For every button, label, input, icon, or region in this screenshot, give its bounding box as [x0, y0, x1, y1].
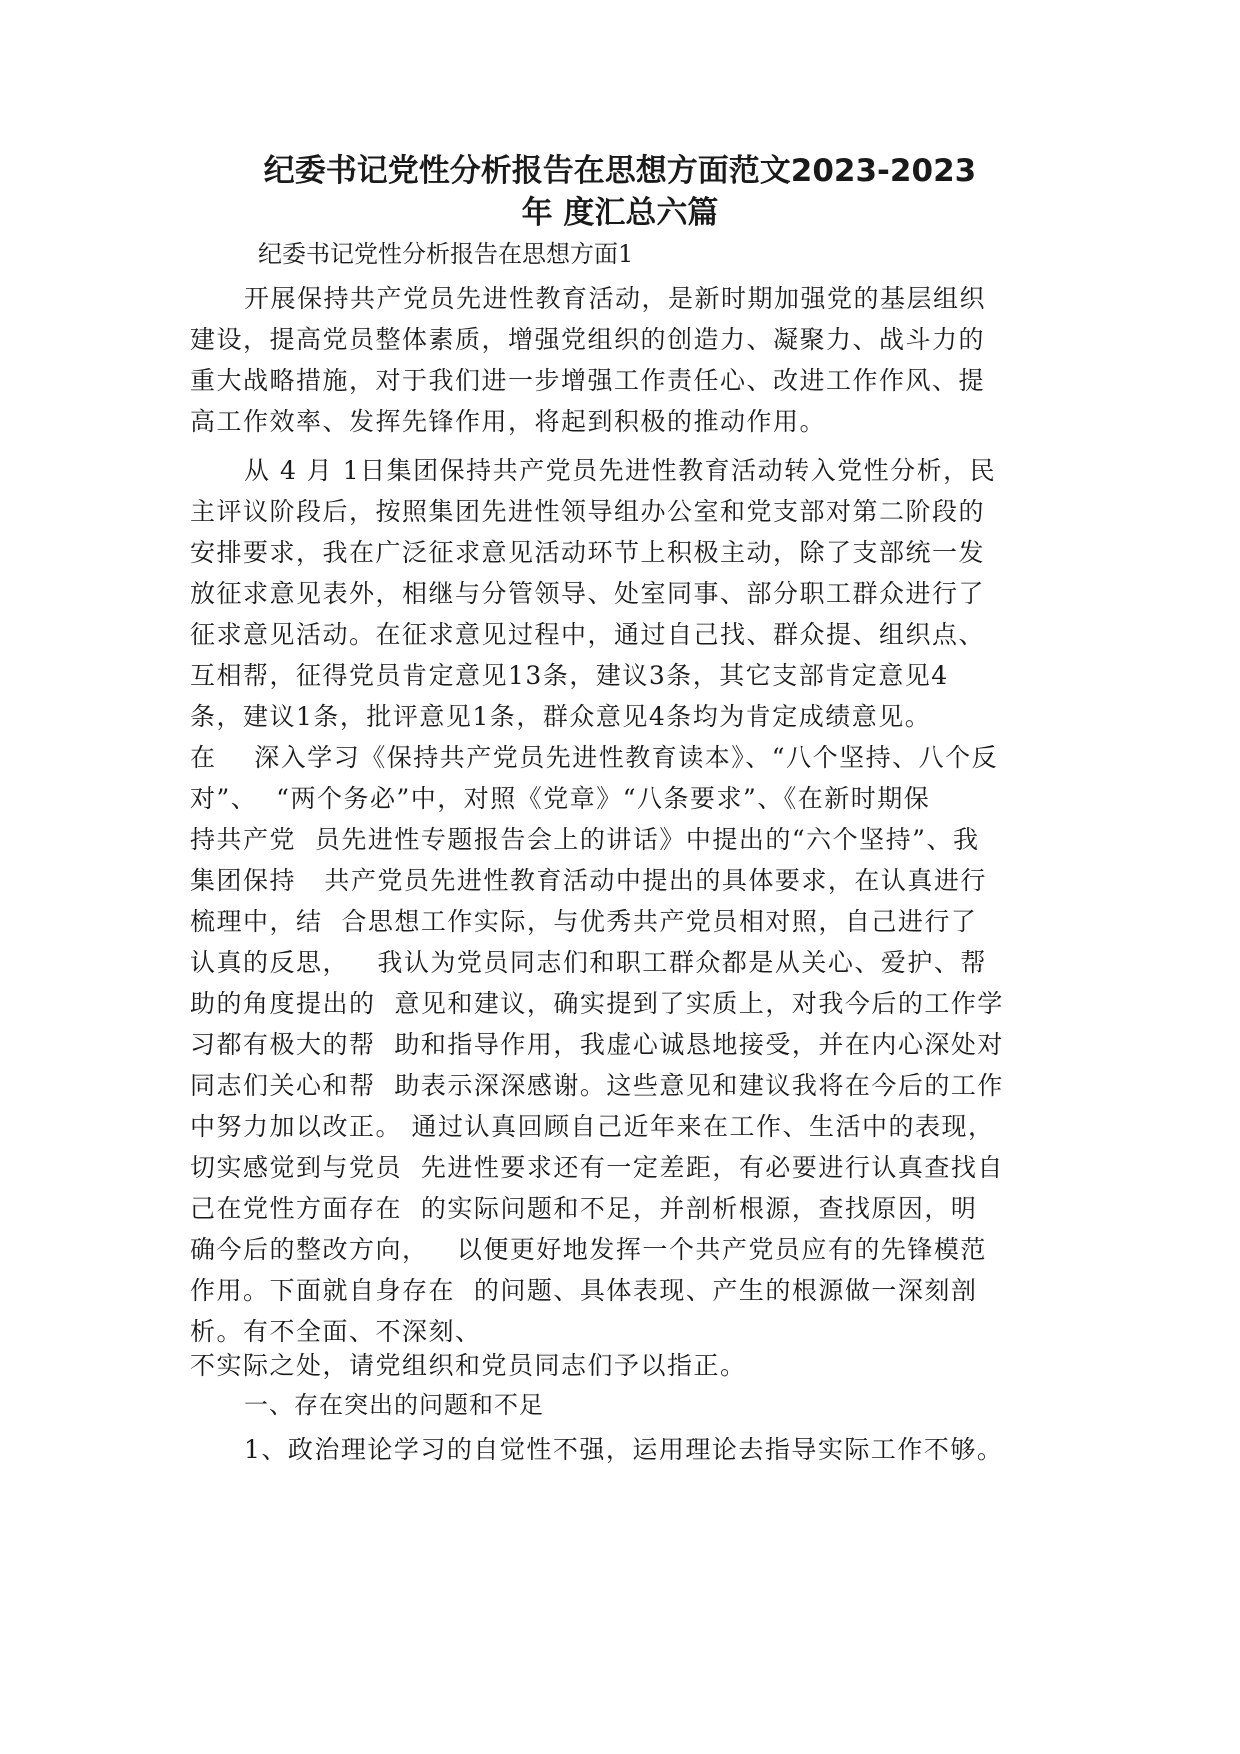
paragraph-1: [190, 278, 1070, 442]
paragraph-line: 从 4 月 1日集团保持共产党员先进性教育活动转入党性分析，民: [244, 456, 997, 485]
paragraph-line: 放征求意见表外，相继与分管领导、处室同事、部分职工群众进行了: [190, 579, 986, 608]
paragraph-line: 安排要求，我在广泛征求意见活动环节上积极主动，除了支部统一发: [190, 538, 986, 567]
paragraph-line: 对”、 “两个务必”中，对照《党章》“八条要求”、《在新时期保: [190, 784, 931, 813]
document-title: [190, 150, 1050, 234]
paragraph-line: 主评议阶段后，按照集团先进性领导组办公室和党支部对第二阶段的: [190, 497, 986, 526]
paragraph-line: 在 深入学习《保持共产党员先进性教育读本》、“八个坚持、八个反: [190, 743, 999, 772]
document-subtitle: 纪委书记党性分析报告在思想方面1: [258, 240, 634, 268]
paragraph-line: 重大战略措施，对于我们进一步增强工作责任心、改进工作作风、提: [190, 366, 986, 395]
title-line-1: 纪委书记党性分析报告在思想方面范文2023-2023: [263, 153, 977, 189]
paragraph-line: 集团保持 共产党员先进性教育活动中提出的具体要求，在认真进行: [190, 866, 987, 895]
paragraph-line: 互相帮，征得党员肯定意见13条，建议3条，其它支部肯定意见4: [190, 661, 949, 690]
list-item: 1、政治理论学习的自觉性不强，运用理论去指导实际工作不够。: [244, 1435, 1004, 1464]
paragraph-line: 建设，提高党员整体素质，增强党组织的创造力、凝聚力、战斗力的: [190, 325, 986, 354]
paragraph-line: 习都有极大的帮 助和指导作用，我虚心诚恳地接受，并在内心深处对: [190, 1030, 1004, 1059]
paragraph-line: 析。有不全面、不深刻、: [190, 1317, 482, 1346]
paragraph-3: [190, 1345, 1070, 1386]
paragraph-line: 持共产党 员先进性专题报告会上的讲话》中提出的“六个坚持”、我: [190, 825, 980, 854]
paragraph-line: 作用。下面就自身存在 的问题、具体表现、产生的根源做一深刻剖: [190, 1276, 978, 1305]
paragraph-line: 同志们关心和帮 助表示深深感谢。这些意见和建议我将在今后的工作: [190, 1071, 1004, 1100]
paragraph-line: 中努力加以改正。 通过认真回顾自己近年来在工作、生活中的表现，: [190, 1112, 995, 1141]
paragraph-2: [190, 450, 1070, 1352]
paragraph-line: 征求意见活动。在征求意见过程中，通过自己找、群众提、组织点、: [190, 620, 986, 649]
paragraph-line: 切实感觉到与党员 先进性要求还有一定差距，有必要进行认真查找自: [190, 1153, 1004, 1182]
paragraph-line: 开展保持共产党员先进性教育活动，是新时期加强党的基层组织: [244, 284, 987, 313]
paragraph-line: 条，建议1条，批评意见1条，群众意见4条均为肯定成绩意见。: [190, 702, 932, 731]
section-heading: 一、存在突出的问题和不足: [244, 1391, 544, 1419]
title-line-2: 年 度汇总六篇: [521, 195, 719, 231]
paragraph-line: 认真的反思， 我认为党员同志们和职工群众都是从关心、爱护、帮: [190, 948, 987, 977]
paragraph-line: 己在党性方面存在 的实际问题和不足，并剖析根源，查找原因，明: [190, 1194, 978, 1223]
paragraph-line: 助的角度提出的 意见和建议，确实提到了实质上，对我今后的工作学: [190, 989, 1004, 1018]
paragraph-line: 梳理中，结 合思想工作实际，与优秀共产党员相对照，自己进行了: [190, 907, 978, 936]
paragraph-line: 高工作效率、发挥先锋作用，将起到积极的推动作用。: [190, 407, 827, 436]
paragraph-line: 确今后的整改方向， 以便更好地发挥一个共产党员应有的先锋模范: [190, 1235, 987, 1264]
paragraph-line: 不实际之处，请党组织和党员同志们予以指正。: [190, 1351, 747, 1380]
